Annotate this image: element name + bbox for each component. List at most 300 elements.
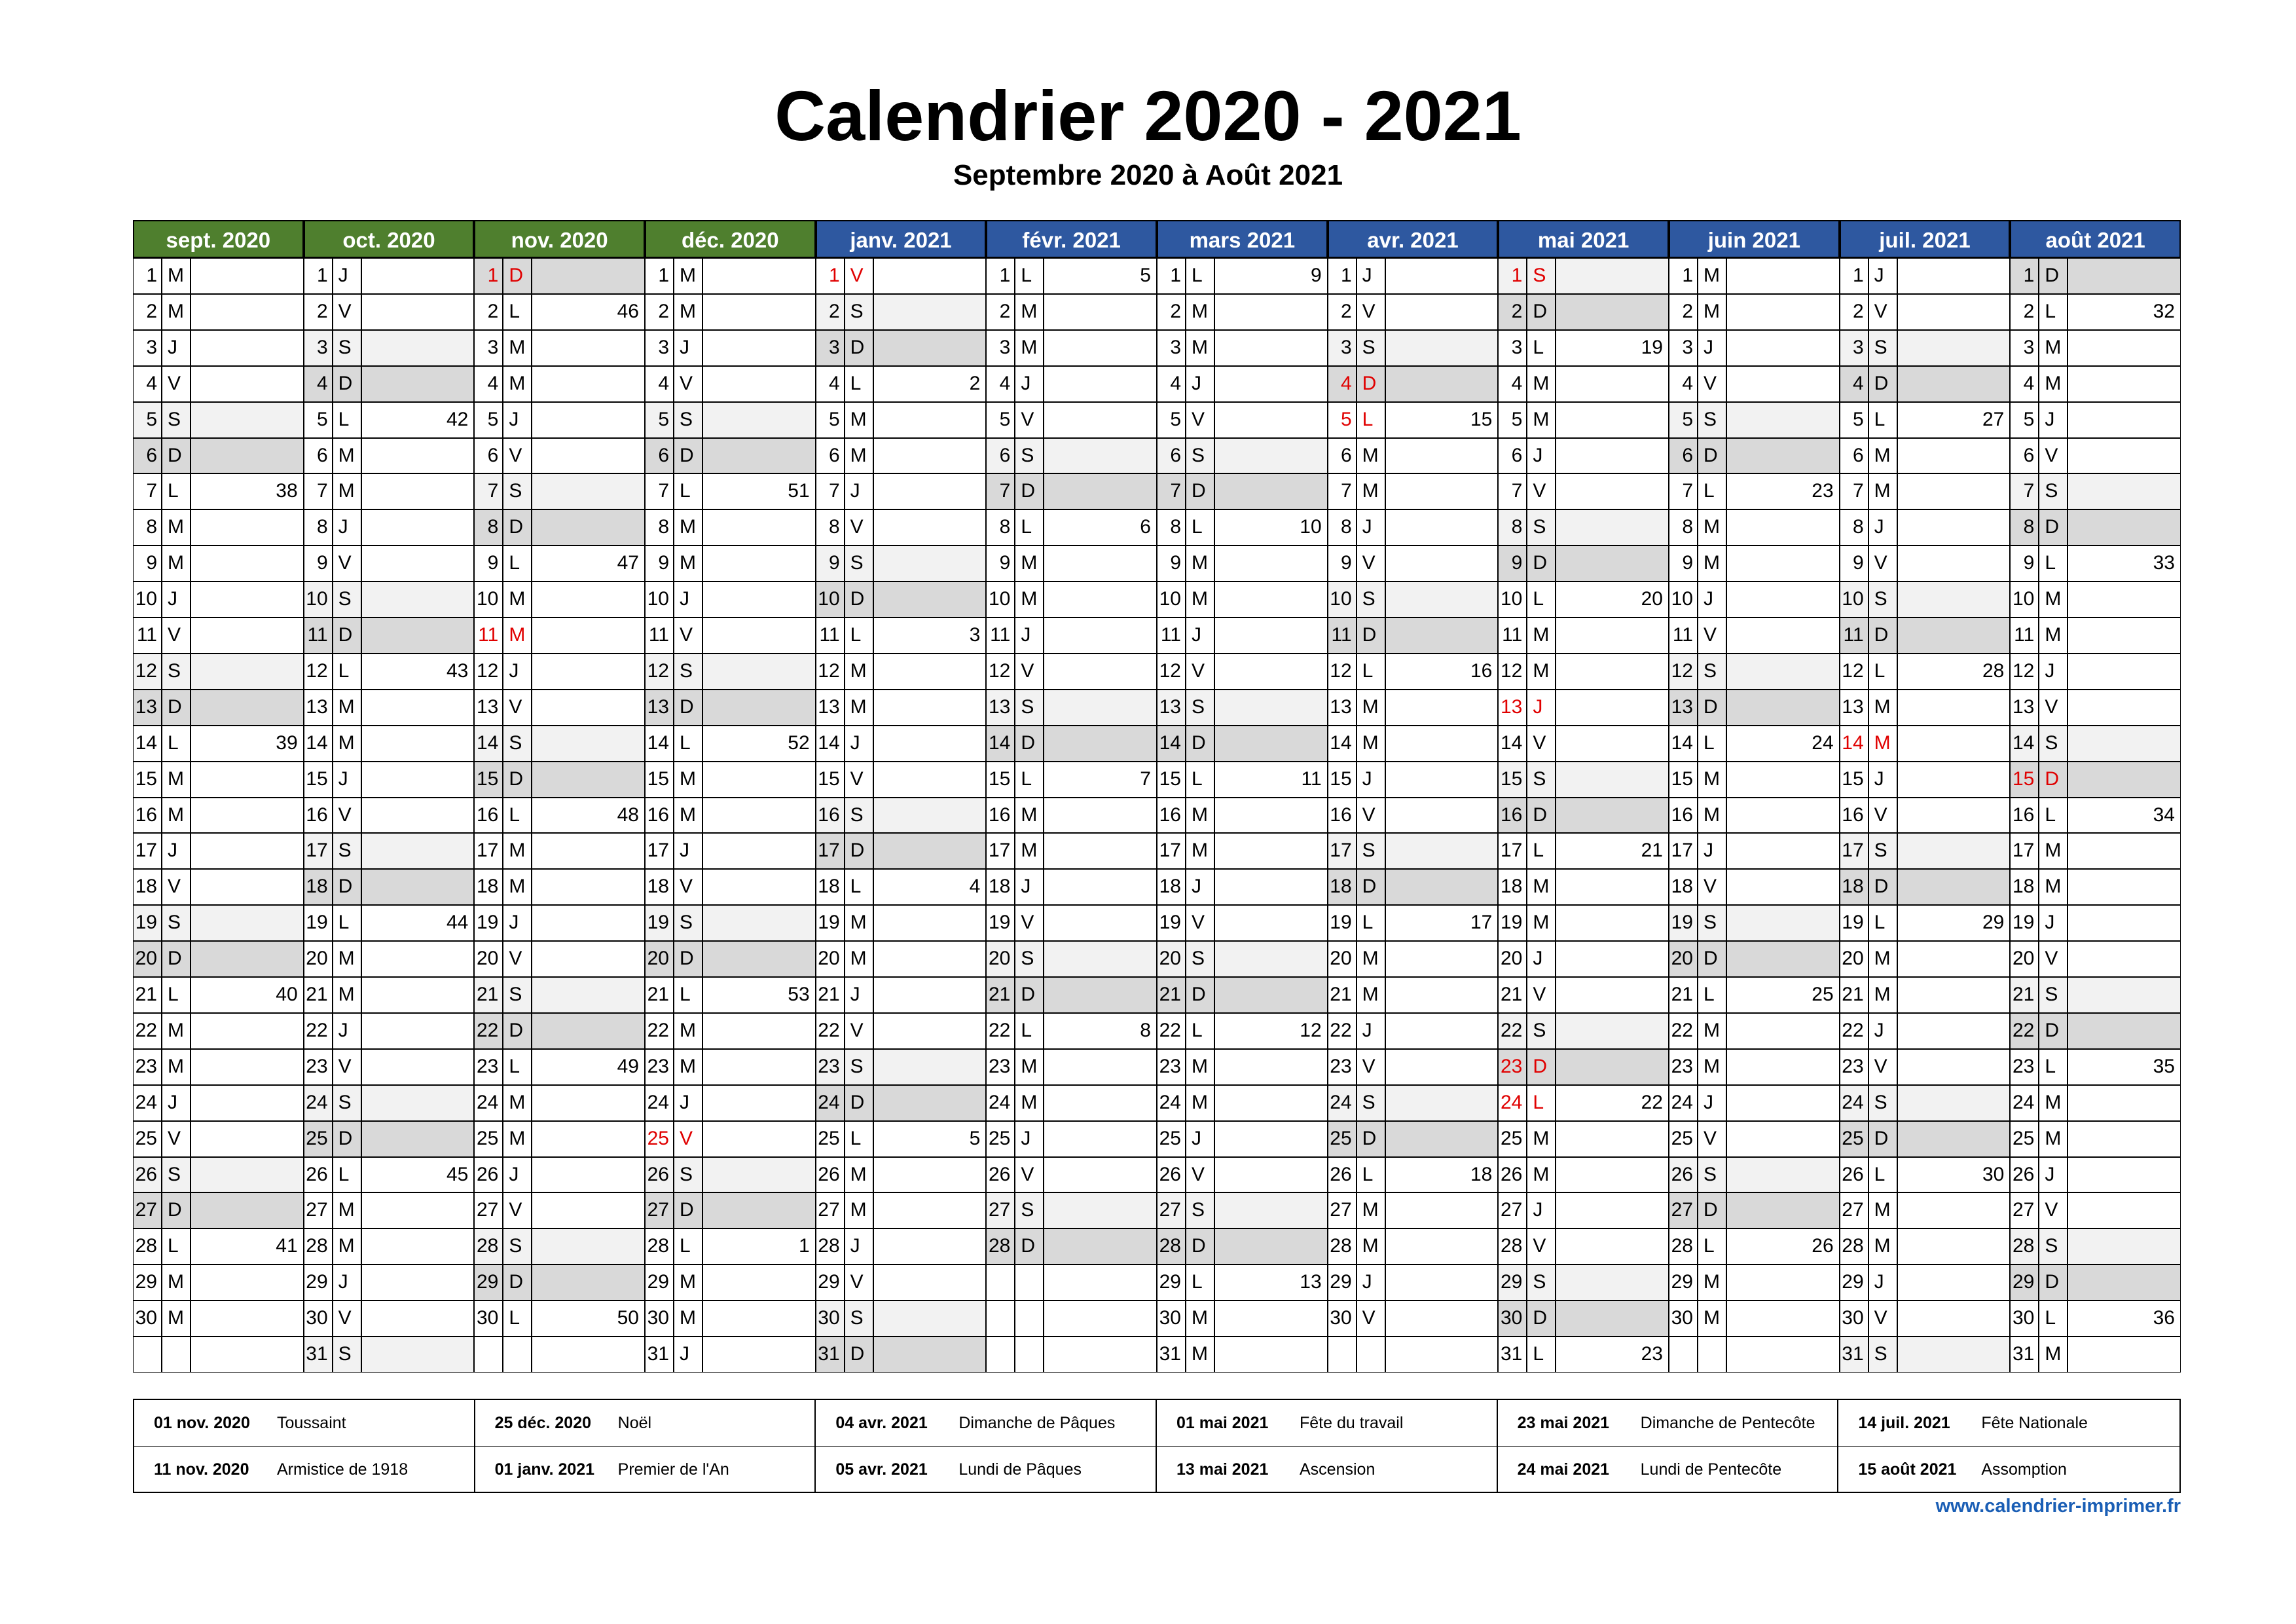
week-cell: [1214, 726, 1328, 762]
day-letter: V: [845, 258, 873, 294]
day-letter: [1698, 1337, 1726, 1373]
day-number: 6: [304, 438, 333, 474]
day-letter: J: [1186, 366, 1214, 402]
week-cell: [702, 1085, 816, 1121]
day-number: 1: [474, 258, 503, 294]
holiday-row: [1838, 1446, 2179, 1492]
week-cell: [1385, 618, 1499, 654]
week-cell: [1214, 1337, 1328, 1373]
day-number: 5: [1328, 402, 1357, 438]
day-letter: D: [2039, 1264, 2068, 1301]
day-number: 1: [304, 258, 333, 294]
day-letter: V: [2039, 1192, 2068, 1228]
day-number: 4: [2010, 366, 2039, 402]
week-cell: [1897, 762, 2011, 798]
day-number: 10: [304, 581, 333, 618]
day-number: 15: [1840, 762, 1868, 798]
week-cell: [1214, 690, 1328, 726]
day-letter: J: [1015, 366, 1044, 402]
day-letter: L: [2039, 1301, 2068, 1337]
holiday-row: [816, 1400, 1156, 1446]
day-number: 24: [1669, 1085, 1698, 1121]
day-number: [1669, 1337, 1698, 1373]
week-cell: 23: [1556, 1337, 1669, 1373]
day-letter: V: [674, 1121, 702, 1157]
day-letter: S: [1357, 1085, 1385, 1121]
week-cell: [191, 833, 304, 869]
day-letter: D: [333, 618, 361, 654]
week-cell: [1556, 905, 1669, 941]
day-letter: L: [1698, 1228, 1726, 1264]
week-cell: [1385, 1085, 1499, 1121]
week-cell: [532, 1192, 645, 1228]
week-cell: 27: [1897, 402, 2011, 438]
day-letter: M: [674, 798, 702, 834]
week-cell: [702, 654, 816, 690]
holiday-group: [1838, 1400, 2179, 1492]
week-cell: [702, 798, 816, 834]
week-cell: [1044, 1301, 1157, 1337]
day-letter: L: [2039, 545, 2068, 581]
day-letter: J: [1698, 330, 1726, 366]
holiday-row: [1498, 1400, 1838, 1446]
day-letter: V: [1186, 654, 1214, 690]
day-letter: M: [1698, 509, 1726, 545]
week-cell: [1726, 330, 1840, 366]
day-letter: L: [1186, 1013, 1214, 1049]
day-letter: M: [845, 1192, 873, 1228]
day-letter: M: [1186, 545, 1214, 581]
day-number: 3: [1498, 330, 1527, 366]
day-letter: S: [1527, 762, 1556, 798]
day-number: 6: [1669, 438, 1698, 474]
week-cell: [2068, 977, 2181, 1013]
day-letter: V: [845, 762, 873, 798]
day-number: 12: [474, 654, 503, 690]
week-cell: [873, 726, 987, 762]
day-number: 17: [1840, 833, 1868, 869]
day-number: 4: [1840, 366, 1868, 402]
day-number: 14: [2010, 726, 2039, 762]
page-title: Calendrier 2020 - 2021: [774, 76, 1522, 155]
week-cell: [1044, 977, 1157, 1013]
week-cell: [702, 438, 816, 474]
day-number: 5: [816, 402, 845, 438]
day-letter: M: [2039, 581, 2068, 618]
day-number: 22: [1157, 1013, 1186, 1049]
week-cell: 36: [2068, 1301, 2181, 1337]
day-letter: M: [1357, 438, 1385, 474]
day-number: 4: [1669, 366, 1698, 402]
day-letter: M: [845, 690, 873, 726]
day-number: 4: [304, 366, 333, 402]
day-number: [133, 1337, 162, 1373]
day-number: 18: [1498, 869, 1527, 905]
day-letter: D: [2039, 258, 2068, 294]
day-number: 9: [474, 545, 503, 581]
day-number: 12: [1669, 654, 1698, 690]
week-cell: 40: [191, 977, 304, 1013]
day-number: 10: [1669, 581, 1698, 618]
day-letter: M: [1868, 977, 1897, 1013]
day-number: 13: [1157, 690, 1186, 726]
day-number: 11: [645, 618, 674, 654]
week-cell: [1556, 690, 1669, 726]
day-number: [1328, 1337, 1357, 1373]
week-cell: 3: [873, 618, 987, 654]
holiday-date: 14 juil. 2021: [1858, 1414, 1950, 1432]
day-letter: M: [2039, 1337, 2068, 1373]
week-cell: 41: [191, 1228, 304, 1264]
holiday-date: 24 mai 2021: [1517, 1460, 1610, 1479]
day-letter: J: [1527, 438, 1556, 474]
week-cell: [361, 294, 475, 330]
day-number: 5: [304, 402, 333, 438]
day-letter: J: [845, 473, 873, 509]
day-letter: [1015, 1301, 1044, 1337]
week-cell: 2: [873, 366, 987, 402]
week-cell: [1556, 438, 1669, 474]
day-letter: J: [674, 581, 702, 618]
week-cell: [532, 509, 645, 545]
day-number: 26: [645, 1157, 674, 1193]
week-cell: [191, 690, 304, 726]
day-number: 12: [816, 654, 845, 690]
week-cell: [1385, 1049, 1499, 1085]
day-number: 6: [133, 438, 162, 474]
week-cell: 5: [873, 1121, 987, 1157]
day-letter: M: [333, 438, 361, 474]
day-number: 16: [1328, 798, 1357, 834]
day-number: 3: [2010, 330, 2039, 366]
week-cell: [1214, 402, 1328, 438]
week-cell: [1385, 1301, 1499, 1337]
day-letter: M: [333, 1192, 361, 1228]
day-number: 7: [133, 473, 162, 509]
week-cell: [1214, 905, 1328, 941]
day-letter: J: [162, 330, 191, 366]
day-letter: M: [1357, 977, 1385, 1013]
day-number: 12: [1498, 654, 1527, 690]
day-number: 31: [1840, 1337, 1868, 1373]
week-cell: [1044, 1121, 1157, 1157]
week-cell: [873, 1228, 987, 1264]
day-letter: S: [162, 905, 191, 941]
day-letter: V: [333, 1049, 361, 1085]
day-number: 18: [133, 869, 162, 905]
week-cell: [361, 1085, 475, 1121]
holiday-name: Premier de l'An: [617, 1460, 729, 1479]
day-number: 6: [986, 438, 1015, 474]
holiday-date: 04 avr. 2021: [835, 1414, 928, 1432]
day-letter: V: [162, 366, 191, 402]
day-number: 15: [1669, 762, 1698, 798]
day-number: 22: [1840, 1013, 1868, 1049]
holiday-group: [816, 1400, 1157, 1492]
week-cell: 22: [1556, 1085, 1669, 1121]
day-number: 19: [986, 905, 1015, 941]
week-cell: [361, 1192, 475, 1228]
day-letter: L: [674, 473, 702, 509]
day-number: 8: [1840, 509, 1868, 545]
day-letter: M: [1527, 1157, 1556, 1193]
day-number: 24: [133, 1085, 162, 1121]
holiday-date: 13 mai 2021: [1176, 1460, 1269, 1479]
week-cell: [1556, 1301, 1669, 1337]
day-letter: M: [1186, 1085, 1214, 1121]
week-cell: [532, 977, 645, 1013]
day-number: 13: [1840, 690, 1868, 726]
day-number: 1: [1669, 258, 1698, 294]
day-letter: L: [674, 1228, 702, 1264]
day-letter: D: [674, 1192, 702, 1228]
week-cell: [1897, 581, 2011, 618]
day-number: 27: [1669, 1192, 1698, 1228]
day-letter: V: [1186, 402, 1214, 438]
day-number: 23: [986, 1049, 1015, 1085]
day-number: 4: [1157, 366, 1186, 402]
day-letter: J: [845, 977, 873, 1013]
day-number: 5: [1669, 402, 1698, 438]
week-cell: [191, 1013, 304, 1049]
day-number: 20: [1669, 941, 1698, 977]
day-number: 6: [645, 438, 674, 474]
week-cell: [702, 402, 816, 438]
week-cell: [1385, 726, 1499, 762]
day-letter: M: [1186, 798, 1214, 834]
day-number: 23: [816, 1049, 845, 1085]
week-cell: [873, 1157, 987, 1193]
day-number: 1: [1157, 258, 1186, 294]
week-cell: [1385, 1121, 1499, 1157]
day-number: 16: [645, 798, 674, 834]
week-cell: [1556, 509, 1669, 545]
day-number: 14: [133, 726, 162, 762]
week-cell: [1897, 1121, 2011, 1157]
week-cell: [532, 762, 645, 798]
week-cell: [532, 905, 645, 941]
day-number: 1: [133, 258, 162, 294]
day-letter: M: [503, 869, 532, 905]
week-cell: 11: [1214, 762, 1328, 798]
holiday-name: Toussaint: [277, 1414, 346, 1432]
day-letter: D: [674, 690, 702, 726]
day-letter: D: [503, 1013, 532, 1049]
week-cell: 39: [191, 726, 304, 762]
day-letter: V: [1527, 1228, 1556, 1264]
day-letter: L: [503, 1049, 532, 1085]
holiday-name: Assomption: [1981, 1460, 2067, 1479]
day-number: 22: [2010, 1013, 2039, 1049]
day-letter: D: [1357, 366, 1385, 402]
day-letter: L: [333, 402, 361, 438]
day-number: 23: [2010, 1049, 2039, 1085]
day-number: 3: [1669, 330, 1698, 366]
week-cell: [532, 690, 645, 726]
week-cell: [532, 618, 645, 654]
day-letter: L: [333, 1157, 361, 1193]
week-cell: [2068, 762, 2181, 798]
week-cell: [2068, 654, 2181, 690]
day-letter: M: [1868, 690, 1897, 726]
day-letter: M: [2039, 1085, 2068, 1121]
week-cell: [191, 905, 304, 941]
day-letter: S: [1868, 833, 1897, 869]
day-number: 30: [1157, 1301, 1186, 1337]
day-number: 26: [1498, 1157, 1527, 1193]
day-letter: V: [1015, 402, 1044, 438]
week-cell: [361, 1228, 475, 1264]
week-cell: [1214, 1228, 1328, 1264]
day-number: 16: [304, 798, 333, 834]
week-cell: [702, 618, 816, 654]
day-number: 20: [2010, 941, 2039, 977]
day-letter: L: [2039, 798, 2068, 834]
week-cell: [702, 905, 816, 941]
day-letter: L: [333, 654, 361, 690]
day-letter: L: [674, 977, 702, 1013]
week-cell: 28: [1897, 654, 2011, 690]
day-number: 13: [133, 690, 162, 726]
week-cell: 16: [1385, 654, 1499, 690]
week-cell: 32: [2068, 294, 2181, 330]
week-cell: [702, 366, 816, 402]
day-number: 9: [816, 545, 845, 581]
day-number: 17: [133, 833, 162, 869]
day-number: 17: [1498, 833, 1527, 869]
day-letter: S: [1015, 1192, 1044, 1228]
day-number: 23: [1328, 1049, 1357, 1085]
holiday-row: [475, 1446, 815, 1492]
day-number: 1: [1840, 258, 1868, 294]
day-number: 11: [1328, 618, 1357, 654]
day-letter: M: [674, 762, 702, 798]
day-number: 26: [474, 1157, 503, 1193]
day-number: 7: [2010, 473, 2039, 509]
day-number: 30: [133, 1301, 162, 1337]
day-number: 26: [2010, 1157, 2039, 1193]
day-letter: S: [1357, 581, 1385, 618]
day-number: 2: [133, 294, 162, 330]
day-letter: J: [1357, 509, 1385, 545]
day-number: 18: [986, 869, 1015, 905]
week-cell: [2068, 1228, 2181, 1264]
month-header: avr. 2021: [1328, 220, 1499, 258]
day-letter: D: [1186, 977, 1214, 1013]
day-letter: L: [1015, 258, 1044, 294]
week-cell: [532, 1121, 645, 1157]
week-cell: [1214, 941, 1328, 977]
week-cell: [873, 1301, 987, 1337]
day-letter: V: [674, 618, 702, 654]
holidays-table: [133, 1399, 2181, 1493]
week-cell: [361, 833, 475, 869]
week-cell: [1044, 1157, 1157, 1193]
week-cell: [702, 690, 816, 726]
week-cell: [2068, 1337, 2181, 1373]
week-cell: [191, 1337, 304, 1373]
day-letter: D: [1186, 1228, 1214, 1264]
day-letter: S: [162, 402, 191, 438]
day-letter: S: [333, 330, 361, 366]
week-cell: [1726, 869, 1840, 905]
day-letter: J: [503, 654, 532, 690]
day-letter: L: [1527, 833, 1556, 869]
day-number: 14: [1328, 726, 1357, 762]
day-number: 15: [986, 762, 1015, 798]
week-cell: [1897, 977, 2011, 1013]
day-number: 28: [1157, 1228, 1186, 1264]
day-letter: V: [674, 869, 702, 905]
week-cell: [1385, 833, 1499, 869]
day-letter: J: [1186, 1121, 1214, 1157]
day-letter: M: [1186, 1337, 1214, 1373]
day-letter: D: [1015, 473, 1044, 509]
day-number: 26: [1328, 1157, 1357, 1193]
day-number: 22: [304, 1013, 333, 1049]
week-cell: [532, 330, 645, 366]
day-number: 17: [304, 833, 333, 869]
week-cell: [1385, 294, 1499, 330]
week-cell: 8: [1044, 1013, 1157, 1049]
day-letter: M: [1698, 258, 1726, 294]
day-number: 4: [816, 366, 845, 402]
day-number: 18: [1328, 869, 1357, 905]
day-number: 8: [304, 509, 333, 545]
day-number: 21: [986, 977, 1015, 1013]
week-cell: [1214, 833, 1328, 869]
day-number: 17: [645, 833, 674, 869]
day-number: 15: [2010, 762, 2039, 798]
day-letter: M: [1868, 473, 1897, 509]
week-cell: [1044, 726, 1157, 762]
week-cell: [1044, 798, 1157, 834]
day-letter: L: [162, 977, 191, 1013]
week-cell: [1044, 1228, 1157, 1264]
week-cell: [1726, 618, 1840, 654]
day-letter: J: [2039, 905, 2068, 941]
day-letter: J: [1868, 1013, 1897, 1049]
day-letter: D: [2039, 1013, 2068, 1049]
day-number: 26: [304, 1157, 333, 1193]
week-cell: [873, 1192, 987, 1228]
day-letter: D: [1186, 473, 1214, 509]
day-letter: S: [162, 654, 191, 690]
week-cell: [1385, 1192, 1499, 1228]
week-cell: [2068, 833, 2181, 869]
week-cell: [361, 1301, 475, 1337]
day-number: 15: [474, 762, 503, 798]
week-cell: [873, 762, 987, 798]
day-number: 1: [1498, 258, 1527, 294]
day-letter: M: [1186, 1049, 1214, 1085]
week-cell: [1556, 726, 1669, 762]
day-letter: S: [845, 798, 873, 834]
day-letter: J: [1357, 1264, 1385, 1301]
website-link[interactable]: www.calendrier-imprimer.fr: [1935, 1496, 2181, 1517]
day-letter: L: [845, 869, 873, 905]
day-letter: S: [1527, 1264, 1556, 1301]
day-number: 9: [1328, 545, 1357, 581]
week-cell: [1726, 1192, 1840, 1228]
week-cell: [2068, 1264, 2181, 1301]
day-number: 28: [816, 1228, 845, 1264]
day-letter: V: [1015, 1157, 1044, 1193]
day-letter: M: [1015, 798, 1044, 834]
week-cell: [532, 402, 645, 438]
day-number: 31: [816, 1337, 845, 1373]
day-letter: S: [162, 1157, 191, 1193]
